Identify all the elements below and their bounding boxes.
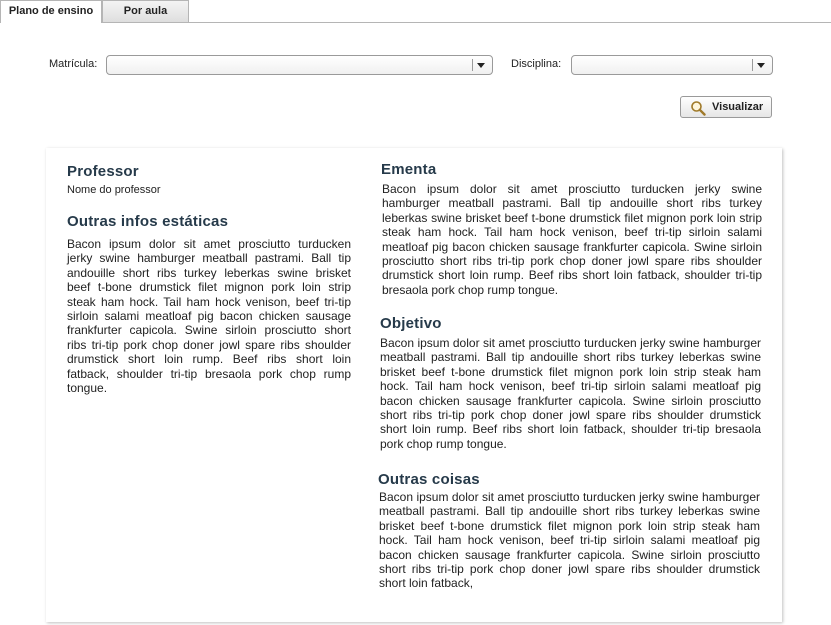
professor-name: Nome do professor — [67, 184, 161, 196]
tab-bar — [0, 0, 831, 23]
objetivo-text: Bacon ipsum dolor sit amet prosciutto turducken jerky swine hamburger meatball pastrami. Ball tip andouille short ribs turkey leberkas swine brisket beef t-bone drumstick filet mignon pork loin strip steak ham hock. Tail ham hock venison, beef tri-tip sirloin salami meatloaf pig bacon chicken sausage frankfurter capicola. Swine sirloin prosciutto short ribs tri-tip pork chop doner jowl spare ribs shoulder drumstick short loin rump. Beef ribs short loin fatback, shoulder tri-tip bresaola pork chop rump tongue. — [380, 336, 761, 451]
matricula-select[interactable] — [106, 55, 493, 75]
tab-plano-de-ensino[interactable]: Plano de ensino — [0, 0, 102, 23]
chevron-down-icon[interactable] — [477, 63, 485, 68]
content-panel — [46, 148, 782, 622]
professor-heading: Professor — [67, 163, 139, 180]
magnifier-icon — [690, 100, 706, 119]
matricula-divider — [472, 59, 473, 71]
chevron-down-icon[interactable] — [757, 63, 765, 68]
visualizar-label: Visualizar — [712, 101, 764, 113]
matricula-label: Matrícula: — [49, 58, 98, 70]
ementa-heading: Ementa — [381, 161, 437, 178]
disciplina-label: Disciplina: — [511, 58, 562, 70]
visualizar-button[interactable] — [680, 96, 772, 118]
disciplina-select[interactable] — [571, 55, 773, 75]
outras-coisas-heading: Outras coisas — [378, 471, 480, 488]
outras-coisas-text: Bacon ipsum dolor sit amet prosciutto turducken jerky swine hamburger meatball pastrami. Ball tip andouille short ribs turkey leberkas swine brisket beef t-bone drumstick filet mignon pork loin strip steak ham hock. Tail ham hock venison, beef tri-tip sirloin salami meatloaf pig bacon chicken sausage frankfurter capicola. Swine sirloin prosciutto short ribs tri-tip pork chop doner jowl spare ribs shoulder drumstick short loin fatback, — [379, 490, 760, 591]
disciplina-divider — [752, 59, 753, 71]
objetivo-heading: Objetivo — [380, 315, 442, 332]
outras-infos-heading: Outras infos estáticas — [67, 213, 229, 230]
outras-infos-text: Bacon ipsum dolor sit amet prosciutto turducken jerky swine hamburger meatball pastrami. Ball tip andouille short ribs turkey leberkas swine brisket beef t-bone drumstick filet mignon pork loin strip steak ham hock. Tail ham hock venison, beef tri-tip sirloin salami meatloaf pig bacon chicken sausage frankfurter capicola. Swine sirloin prosciutto short ribs tri-tip pork chop doner jowl spare ribs shoulder drumstick short loin rump. Beef ribs short loin fatback, shoulder tri-tip bresaola pork chop rump tongue. — [67, 237, 351, 396]
tab-por-aula[interactable]: Por aula — [102, 0, 189, 22]
ementa-text: Bacon ipsum dolor sit amet prosciutto turducken jerky swine hamburger meatball pastrami. Ball tip andouille short ribs turkey leberkas swine brisket beef t-bone drumstick filet mignon pork loin strip steak ham hock. Tail ham hock venison, beef tri-tip sirloin salami meatloaf pig bacon chicken sausage frankfurter capicola. Swine sirloin prosciutto short ribs tri-tip pork chop doner jowl spare ribs shoulder drumstick short loin rump. Beef ribs short loin fatback, shoulder tri-tip bresaola pork chop rump tongue. — [382, 182, 762, 297]
